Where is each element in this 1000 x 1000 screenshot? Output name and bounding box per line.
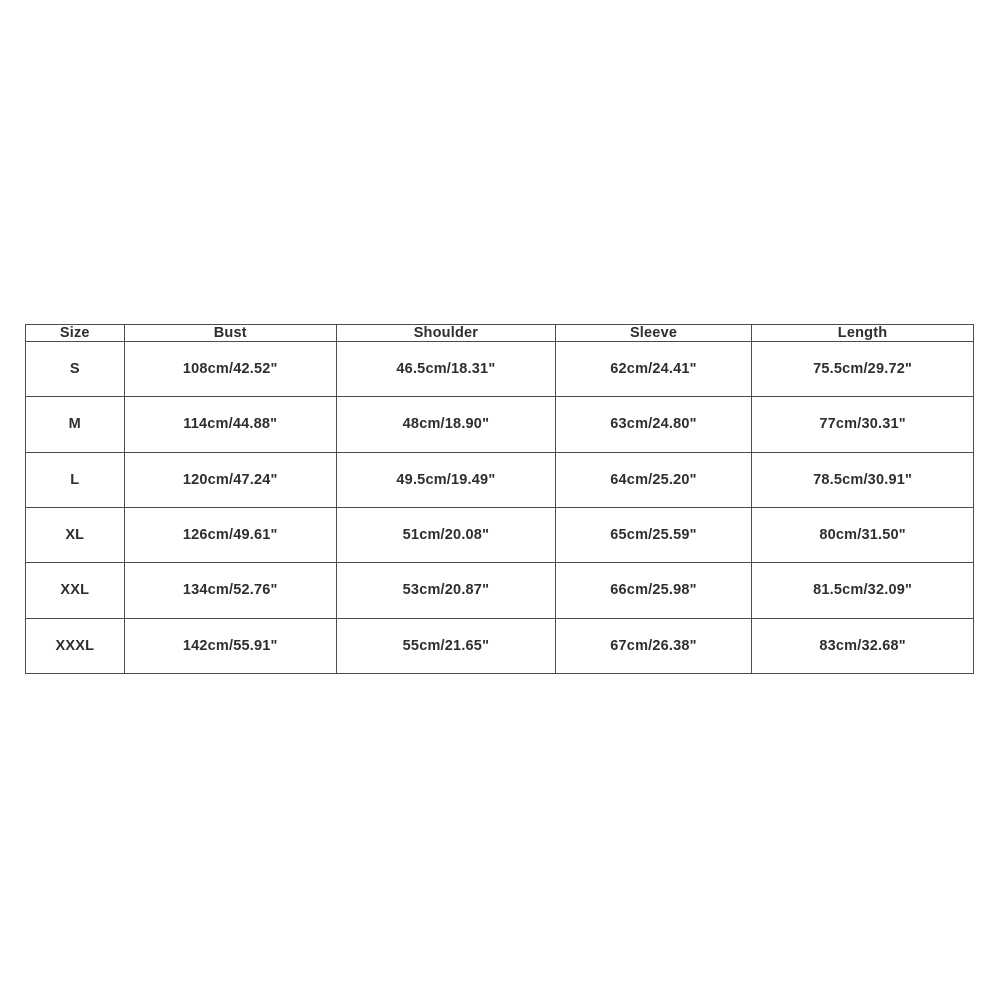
bust-value: 108cm/42.52" xyxy=(124,342,336,397)
table-row-s xyxy=(26,342,974,397)
bust-value: 134cm/52.76" xyxy=(124,563,336,618)
column-header-size: Size xyxy=(26,325,125,342)
table-row-xl xyxy=(26,507,974,562)
bust-value: 142cm/55.91" xyxy=(124,618,336,673)
shoulder-value: 46.5cm/18.31" xyxy=(336,342,555,397)
size-label: XXXL xyxy=(26,618,125,673)
sleeve-value: 62cm/24.41" xyxy=(555,342,751,397)
column-header-sleeve: Sleeve xyxy=(555,325,751,342)
length-value: 83cm/32.68" xyxy=(752,618,974,673)
column-header-length: Length xyxy=(752,325,974,342)
length-value: 81.5cm/32.09" xyxy=(752,563,974,618)
size-label: M xyxy=(26,397,125,452)
column-header-bust: Bust xyxy=(124,325,336,342)
shoulder-value: 49.5cm/19.49" xyxy=(336,452,555,507)
sleeve-value: 63cm/24.80" xyxy=(555,397,751,452)
sleeve-value: 66cm/25.98" xyxy=(555,563,751,618)
size-label: XL xyxy=(26,507,125,562)
table-row-l xyxy=(26,452,974,507)
length-value: 80cm/31.50" xyxy=(752,507,974,562)
length-value: 77cm/30.31" xyxy=(752,397,974,452)
length-value: 78.5cm/30.91" xyxy=(752,452,974,507)
size-label: L xyxy=(26,452,125,507)
bust-value: 126cm/49.61" xyxy=(124,507,336,562)
size-chart-table xyxy=(25,324,974,674)
table-row-m xyxy=(26,397,974,452)
bust-value: 114cm/44.88" xyxy=(124,397,336,452)
length-value: 75.5cm/29.72" xyxy=(752,342,974,397)
size-label: S xyxy=(26,342,125,397)
header-row xyxy=(26,325,974,342)
table-row-xxl xyxy=(26,563,974,618)
shoulder-value: 51cm/20.08" xyxy=(336,507,555,562)
sleeve-value: 65cm/25.59" xyxy=(555,507,751,562)
column-header-shoulder: Shoulder xyxy=(336,325,555,342)
shoulder-value: 53cm/20.87" xyxy=(336,563,555,618)
shoulder-value: 55cm/21.65" xyxy=(336,618,555,673)
bust-value: 120cm/47.24" xyxy=(124,452,336,507)
table-row-xxxl xyxy=(26,618,974,673)
sleeve-value: 67cm/26.38" xyxy=(555,618,751,673)
shoulder-value: 48cm/18.90" xyxy=(336,397,555,452)
sleeve-value: 64cm/25.20" xyxy=(555,452,751,507)
size-label: XXL xyxy=(26,563,125,618)
